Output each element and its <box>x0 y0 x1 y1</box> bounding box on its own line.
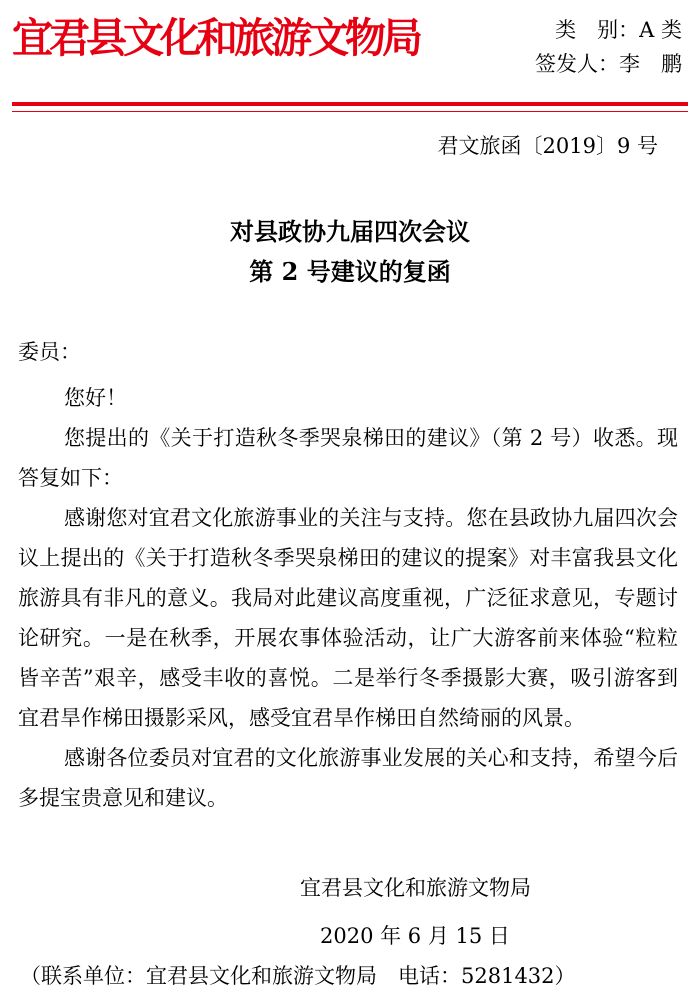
body-paragraph-3: 感谢各位委员对宜君的文化旅游事业发展的关心和支持，希望今后多提宝贵意见和建议。 <box>18 746 678 810</box>
greeting: 您好！ <box>64 386 127 410</box>
body-paragraph-1: 您提出的《关于打造秋冬季哭泉梯田的建议》（第 2 号）收悉。现答复如下： <box>18 426 678 490</box>
contact-info <box>20 960 576 990</box>
document-number: 君文旅函〔2019〕9 号 <box>437 134 658 158</box>
document-category: 类 别：A 类 <box>555 18 682 42</box>
document-title-line1: 对县政协九届四次会议 <box>230 217 470 246</box>
document-title-line2: 第 2 号建议的复函 <box>249 257 451 286</box>
body-paragraph-2: 感谢您对宜君文化旅游事业的关注与支持。您在县政协九届四次会议上提出的《关于打造秋冬季哭泉梯田的建议的提案》对丰富我县文化旅游具有非凡的意义。我局对此建议高度重视，广泛征求意见，专题讨论研究。一是在秋季，开展农事体验活动，让广大游客前来体验“粒粒皆辛苦”艰辛，感受丰收的喜悦。二是举行冬季摄影大赛，吸引游客到宜君旱作梯田摄影采风，感受宜君旱作梯田自然绮丽的风景。 <box>18 506 678 730</box>
header-red-rule-thin <box>12 111 688 112</box>
document-body <box>18 332 678 818</box>
document-signer: 签发人：李 鹏 <box>535 51 682 76</box>
salutation: 委员： <box>18 340 81 364</box>
document-meta <box>535 14 682 81</box>
contact-info-text: （联系单位：宜君县文化和旅游文物局 电话：5281432） <box>20 964 576 988</box>
header-red-rule-thick <box>12 102 688 106</box>
signature-organization: 宜君县文化和旅游文物局 <box>300 876 531 900</box>
signature-date: 2020 年 6 月 15 日 <box>320 924 510 948</box>
document-title <box>0 212 700 292</box>
issuing-organization-title: 宜君县文化和旅游文物局 <box>12 14 419 62</box>
